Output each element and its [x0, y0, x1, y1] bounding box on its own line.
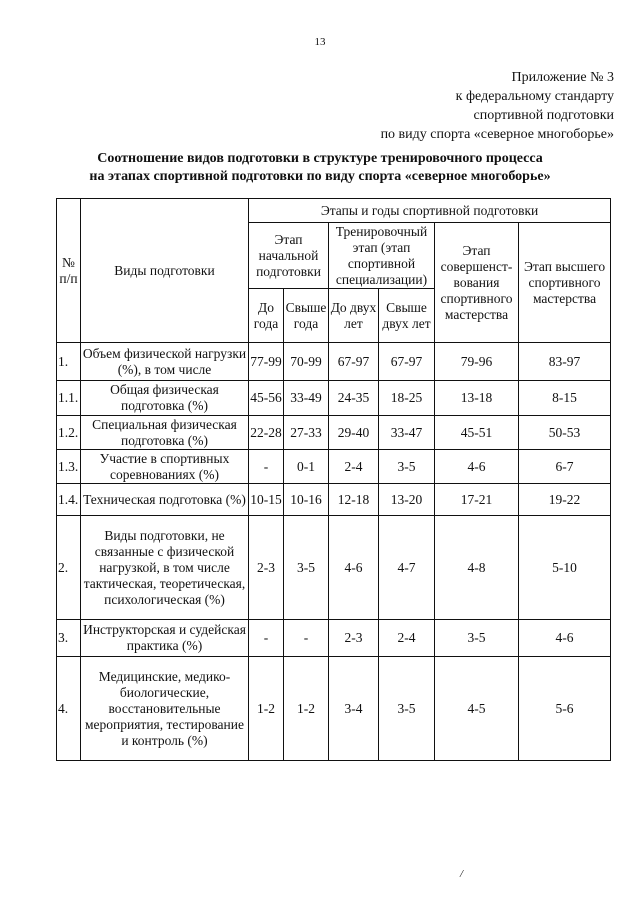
cell-value: 27-33	[284, 416, 329, 450]
header-stages-group: Этапы и годы спортивной подготовки	[249, 199, 611, 223]
row-kind: Специальная физическая подготовка (%)	[81, 416, 249, 450]
appendix-line-1: Приложение № 3	[511, 70, 614, 85]
cell-value: 10-15	[249, 484, 284, 516]
title-line-2: на этапах спортивной подготовки по виду спорта «северное многоборье»	[89, 169, 551, 184]
row-kind: Объем физической нагрузки (%), в том числе	[81, 343, 249, 381]
cell-value: 5-10	[519, 516, 611, 620]
table-row	[57, 484, 611, 516]
cell-value: 13-18	[435, 381, 519, 416]
cell-value: 5-6	[519, 657, 611, 761]
cell-value: 3-5	[284, 516, 329, 620]
cell-value: 3-5	[379, 450, 435, 484]
cell-value: 1-2	[249, 657, 284, 761]
cell-value: 50-53	[519, 416, 611, 450]
cell-value: 33-47	[379, 416, 435, 450]
cell-value: 1-2	[284, 657, 329, 761]
cell-value: 17-21	[435, 484, 519, 516]
header-sub-up-to-year: До года	[249, 289, 284, 343]
row-number: 1.2.	[57, 416, 81, 450]
row-kind: Общая физическая подготовка (%)	[81, 381, 249, 416]
header-stage-initial: Этап начальной подготовки	[249, 223, 329, 289]
training-ratio-table	[56, 198, 611, 761]
cell-value: 4-7	[379, 516, 435, 620]
cell-value: 22-28	[249, 416, 284, 450]
cell-value: 6-7	[519, 450, 611, 484]
cell-value: 13-20	[379, 484, 435, 516]
cell-value: -	[249, 620, 284, 657]
cell-value: 4-6	[519, 620, 611, 657]
header-number: № п/п	[57, 199, 81, 343]
cell-value: 3-4	[329, 657, 379, 761]
cell-value: 4-8	[435, 516, 519, 620]
cell-value: 24-35	[329, 381, 379, 416]
cell-value: 3-5	[379, 657, 435, 761]
cell-value: 12-18	[329, 484, 379, 516]
cell-value: 4-6	[329, 516, 379, 620]
table-row	[57, 657, 611, 761]
cell-value: 8-15	[519, 381, 611, 416]
row-number: 1.4.	[57, 484, 81, 516]
cell-value: 10-16	[284, 484, 329, 516]
table-row	[57, 416, 611, 450]
cell-value: 2-3	[329, 620, 379, 657]
header-sub-over-two-years: Свыше двух лет	[379, 289, 435, 343]
row-kind: Виды подготовки, не связанные с физической нагрузкой, в том числе тактическая, теоретическая, психологическая (%)	[81, 516, 249, 620]
appendix-header	[381, 68, 614, 144]
row-number: 1.1.	[57, 381, 81, 416]
table-row	[57, 381, 611, 416]
table-row	[57, 343, 611, 381]
title-line-1: Соотношение видов подготовки в структуре тренировочного процесса	[97, 151, 543, 166]
cell-value: 2-3	[249, 516, 284, 620]
cell-value: 70-99	[284, 343, 329, 381]
cell-value: 2-4	[379, 620, 435, 657]
scan-mark: /	[460, 868, 464, 880]
cell-value: 45-51	[435, 416, 519, 450]
row-kind: Участие в спортивных соревнованиях (%)	[81, 450, 249, 484]
cell-value: 83-97	[519, 343, 611, 381]
cell-value: 3-5	[435, 620, 519, 657]
header-kind: Виды подготовки	[81, 199, 249, 343]
document-title	[0, 150, 640, 186]
appendix-line-3: спортивной подготовки	[473, 108, 614, 123]
cell-value: -	[249, 450, 284, 484]
cell-value: 2-4	[329, 450, 379, 484]
cell-value: -	[284, 620, 329, 657]
table-row	[57, 620, 611, 657]
cell-value: 4-6	[435, 450, 519, 484]
table-row	[57, 516, 611, 620]
cell-value: 67-97	[379, 343, 435, 381]
page-number: 13	[314, 36, 326, 48]
cell-value: 19-22	[519, 484, 611, 516]
row-number: 2.	[57, 516, 81, 620]
row-kind: Медицинские, медико-биологические, восстановительные мероприятия, тестирование и контроль (%)	[81, 657, 249, 761]
cell-value: 0-1	[284, 450, 329, 484]
cell-value: 45-56	[249, 381, 284, 416]
cell-value: 79-96	[435, 343, 519, 381]
header-stage-higher: Этап высшего спортивного мастерства	[519, 223, 611, 343]
cell-value: 67-97	[329, 343, 379, 381]
header-stage-improvement: Этап совершенст-вования спортивного мастерства	[435, 223, 519, 343]
cell-value: 77-99	[249, 343, 284, 381]
row-kind: Инструкторская и судейская практика (%)	[81, 620, 249, 657]
row-kind: Техническая подготовка (%)	[81, 484, 249, 516]
row-number: 1.3.	[57, 450, 81, 484]
header-stage-training: Тренировочный этап (этап спортивной специализации)	[329, 223, 435, 289]
cell-value: 33-49	[284, 381, 329, 416]
row-number: 4.	[57, 657, 81, 761]
header-sub-over-year: Свыше года	[284, 289, 329, 343]
appendix-line-2: к федеральному стандарту	[455, 89, 614, 104]
appendix-line-4: по виду спорта «северное многоборье»	[380, 127, 614, 142]
cell-value: 4-5	[435, 657, 519, 761]
row-number: 3.	[57, 620, 81, 657]
table-row	[57, 450, 611, 484]
cell-value: 18-25	[379, 381, 435, 416]
cell-value: 29-40	[329, 416, 379, 450]
row-number: 1.	[57, 343, 81, 381]
header-sub-up-to-two-years: До двух лет	[329, 289, 379, 343]
